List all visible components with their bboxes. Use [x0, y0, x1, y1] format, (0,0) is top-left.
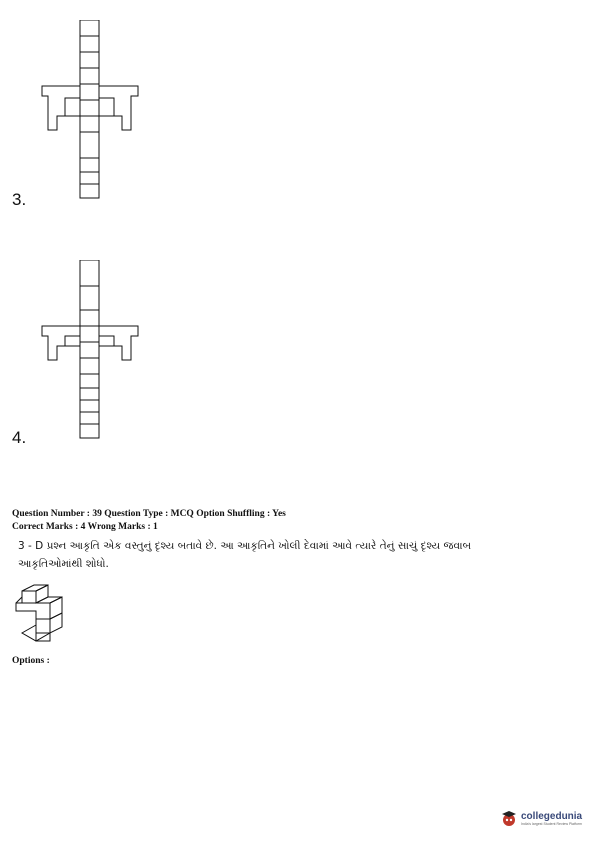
option-number-3: 3. [12, 190, 27, 209]
option-3-figure [40, 20, 140, 200]
graduate-mascot-icon [500, 810, 518, 828]
question-text-line-1: 3 - D પ્રશ્ન આકૃતિ એક વસ્તુનું દૃશ્ય બતાવે છે. આ આકૃતિને ખોલી દેવામાં આવે ત્યારે તેનું સાચું દૃશ્ય જવાબ [18, 540, 472, 552]
question-meta-line-2: Correct Marks : 4 Wrong Marks : 1 [12, 522, 158, 532]
logo-tagline: India's largest Student Review Platform [521, 821, 582, 826]
question-text-line-2: આકૃતિઓમાંથી શોધો. [18, 558, 109, 570]
options-label: Options : [12, 656, 50, 666]
question-3d-figure [14, 583, 76, 645]
folded-cube-object-figure [14, 583, 76, 645]
logo-name: collegedunia [521, 810, 583, 822]
question-meta-line-1: Question Number : 39 Question Type : MCQ Option Shuffling : Yes [12, 509, 286, 519]
collegedunia-logo [500, 810, 582, 828]
option-4-figure [40, 260, 140, 440]
option-number-4: 4. [12, 428, 27, 447]
unfolded-net-figure-3 [40, 20, 140, 200]
unfolded-net-figure-4 [40, 260, 140, 440]
